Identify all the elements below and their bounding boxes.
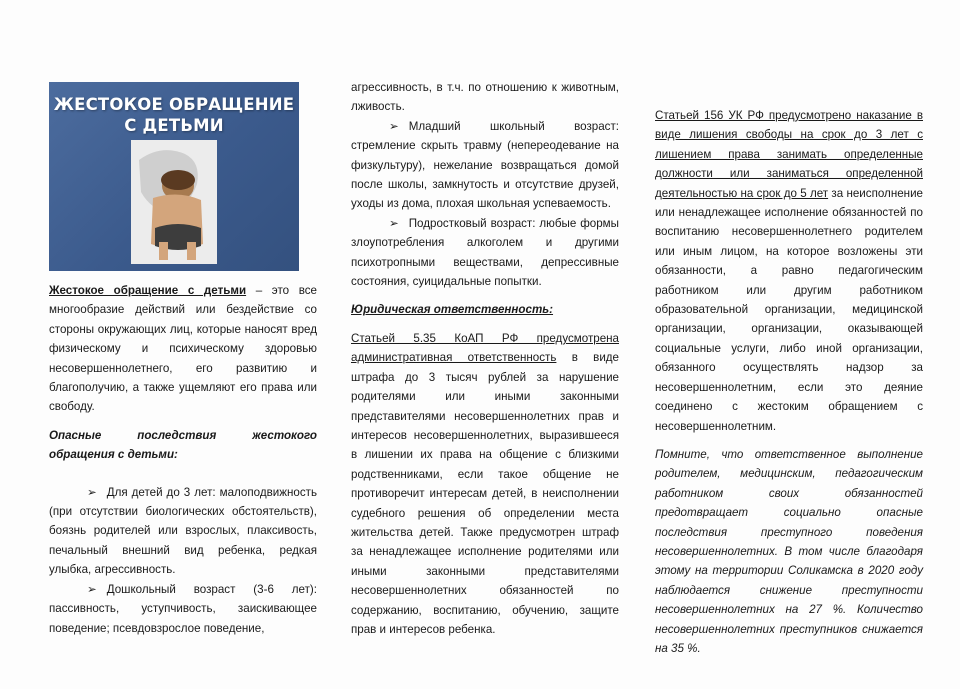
bullet-under-3 (49, 483, 317, 580)
definition-text: – это все многообразие действий или бездействие со стороны окружающих лиц, которые наносят вред физическому и психическому здоровью несовершеннолетнего, его развитию и благополучию, а также ущемляют его права или свободу. (49, 284, 317, 414)
legal-heading: Юридическая ответственность: (351, 303, 554, 317)
consequences-heading: Опасные последствия жестокого обращения с детьми: (49, 428, 317, 462)
uk-paragraph (655, 106, 923, 436)
arrow-right-icon: ➢ (389, 216, 399, 230)
bullet-primary-school (351, 117, 619, 214)
koap-reference: Статьей 5.35 КоАП РФ предусмотрена административная ответственность (351, 331, 619, 365)
bullet-preschool (49, 580, 317, 638)
bullet-preschool-text: Дошкольный возраст (3-6 лет): пассивность, уступчивость, заискивающее поведение; псевдовзрослое поведение, (49, 582, 317, 635)
koap-text: в виде штрафа до 3 тысяч рублей за нарушение родителями или иными законными представителями несовершеннолетних прав и интересов несовершеннолетних, выразившееся в лишении их права на общение с близкими родственниками, если такое общение не противоречит интересам детей, в неисполнении судебного решения об определении места жительства детей. Также предусмотрен штраф за ненадлежащее исполнение родителями или иными законными представителями несовершеннолетних обязанностей по содержанию, воспитанию, обучению, защите прав и интересов ребенка. (351, 351, 620, 636)
column-3 (655, 106, 923, 658)
column-1 (49, 82, 317, 638)
banner-title (49, 94, 299, 136)
remember-paragraph: Помните, что ответственное выполнение родителем, медицинским, педагогическим работником своих обязанностей предотвращает социально опасные последствия преступного поведения несовершеннолетних. В том числе благодаря этому на территории Соликамска в 2020 году наблюдается снижение преступности несовершеннолетних на 27 %. Количество несовершеннолетних преступников снижается на 35 %. (655, 447, 923, 655)
column-2 (351, 78, 619, 639)
banner-image (49, 82, 299, 271)
definition-paragraph (49, 281, 317, 417)
bullet-teen-text: Подростковый возраст: любые формы злоупотребления алкоголем и другими психотропными веществами, депрессивные состояния, суицидальные попытки. (351, 216, 619, 289)
arrow-right-icon: ➢ (87, 485, 97, 499)
preschool-continued: агрессивность, в т.ч. по отношению к животным, лживость. (351, 81, 619, 114)
koap-paragraph (351, 329, 619, 640)
arrow-right-icon: ➢ (87, 582, 97, 596)
uk-reference: Статьей 156 УК РФ предусмотрено наказание в виде лишения свободы на срок до 3 лет с лишением права занимать определенные должности или заниматься определенной деятельностью на срок до 5 лет (655, 109, 923, 200)
banner-title-line-1: ЖЕСТОКОЕ ОБРАЩЕНИЕ (53, 95, 295, 114)
child-photo (131, 140, 217, 264)
banner-title-line-2: С ДЕТЬМИ (124, 116, 224, 135)
definition-term: Жестокое обращение с детьми (49, 284, 247, 297)
uk-text: за неисполнение или ненадлежащее исполнение обязанностей по воспитанию несовершеннолетнего родителем или иным лицом, на которое возложены эти обязанности, а равно педагогическим работником или другим работником образовательной организации, медицинской организации, организации, оказывающей социальные услуги, либо иной организации, обязанного осуществлять надзор за несовершеннолетним, если это деяние соединено с жестоким обращением с несовершеннолетним. (655, 186, 923, 433)
bullet-under-3-text: Для детей до 3 лет: малоподвижность (при отсутствии биологических обстоятельств), боязнь родителей или взрослых, плаксивость, печальный внешний вид ребенка, редкая улыбка, агрессивность. (49, 485, 317, 577)
bullet-teen (351, 214, 619, 292)
bullet-primary-school-text: Младший школьный возраст: стремление скрыть травму (непереодевание на физкультуру), нежелание возвращаться домой после школы, замкнутость и отсутствие друзей, уходы из дома, плохая школьная успеваемость. (351, 119, 619, 211)
arrow-right-icon: ➢ (389, 119, 399, 133)
